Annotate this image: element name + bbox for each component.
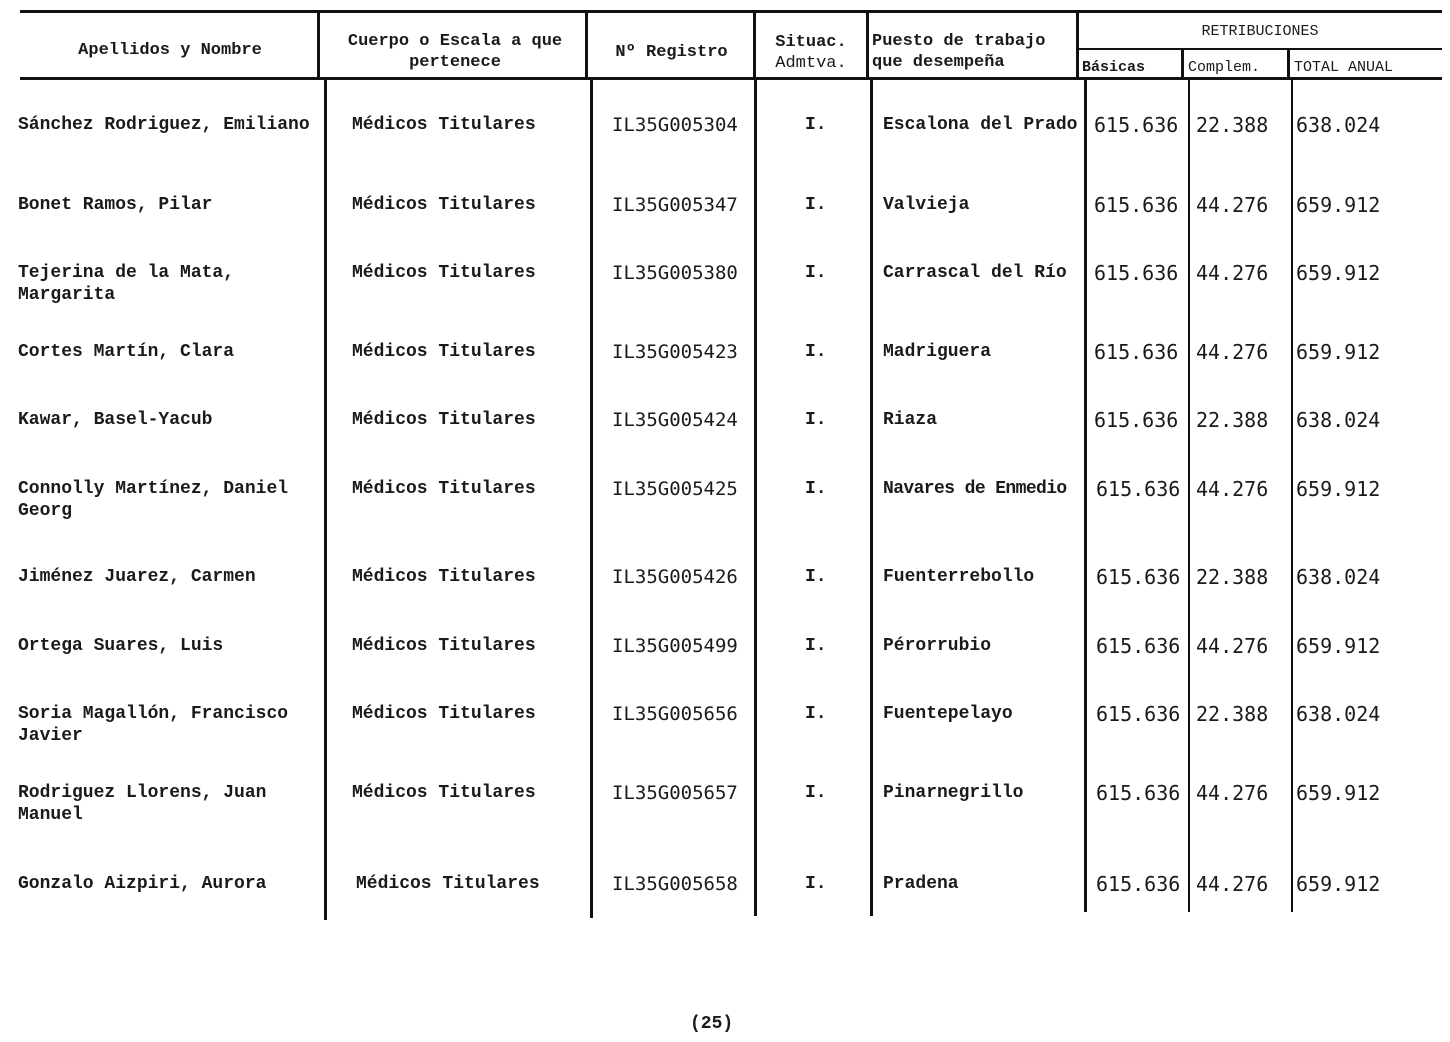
- row-7-situac: I.: [805, 636, 827, 656]
- header-cuerpo: Cuerpo o Escala a que pertenece: [347, 32, 563, 72]
- row-5-basicas: 615.636: [1096, 477, 1181, 501]
- row-6-nombre: Jiménez Juarez, Carmen: [18, 567, 256, 587]
- row-9-basicas: 615.636: [1096, 781, 1181, 805]
- col-divider-7: [1287, 50, 1290, 78]
- row-10-nombre: Gonzalo Aizpiri, Aurora: [18, 874, 267, 894]
- row-4-basicas: 615.636: [1094, 408, 1179, 432]
- row-8-total: 638.024: [1296, 702, 1381, 726]
- body-divider-7: [1291, 80, 1293, 912]
- body-divider-1: [324, 80, 327, 920]
- row-6-basicas: 615.636: [1096, 565, 1181, 589]
- row-4-nombre: Kawar, Basel-Yacub: [18, 410, 213, 430]
- row-3-situac: I.: [805, 342, 827, 362]
- row-2-cuerpo: Médicos Titulares: [352, 263, 536, 283]
- header-retribuciones: RETRIBUCIONES: [1201, 23, 1319, 40]
- header-complem: Complem.: [1188, 59, 1261, 76]
- row-4-complem: 22.388: [1196, 408, 1269, 432]
- row-2-basicas: 615.636: [1094, 261, 1179, 285]
- header-total: TOTAL ANUAL: [1294, 59, 1394, 76]
- row-3-puesto: Madriguera: [883, 342, 992, 362]
- row-0-total: 638.024: [1296, 113, 1381, 137]
- row-2-puesto: Carrascal del Río: [883, 263, 1067, 283]
- body-divider-6: [1188, 80, 1190, 912]
- header-puesto: Puesto de trabajo que desempeña: [872, 32, 1046, 72]
- row-5-puesto: Navares de Enmedio: [883, 479, 1067, 499]
- row-7-cuerpo: Médicos Titulares: [352, 636, 536, 656]
- col-divider-5: [1076, 12, 1079, 78]
- col-divider-4: [866, 12, 869, 78]
- row-3-cuerpo: Médicos Titulares: [352, 342, 536, 362]
- row-10-puesto: Pradena: [883, 874, 959, 894]
- row-6-situac: I.: [805, 567, 827, 587]
- row-6-cuerpo: Médicos Titulares: [352, 567, 536, 587]
- row-5-total: 659.912: [1296, 477, 1381, 501]
- row-7-nombre: Ortega Suares, Luis: [18, 636, 224, 656]
- header-nombre: Apellidos y Nombre: [78, 41, 262, 60]
- row-8-puesto: Fuentepelayo: [883, 704, 1013, 724]
- row-3-total: 659.912: [1296, 340, 1381, 364]
- row-0-complem: 22.388: [1196, 113, 1269, 137]
- row-1-total: 659.912: [1296, 193, 1381, 217]
- row-5-nombre: Connolly Martínez, Daniel Georg: [18, 479, 289, 521]
- row-0-cuerpo: Médicos Titulares: [352, 115, 536, 135]
- row-3-nombre: Cortes Martín, Clara: [18, 342, 235, 362]
- body-divider-4: [870, 80, 873, 916]
- row-0-puesto: Escalona del Prado: [883, 115, 1078, 135]
- row-3-registro: IL35G005423: [612, 341, 738, 363]
- body-divider-5: [1084, 80, 1087, 912]
- row-9-registro: IL35G005657: [612, 782, 738, 804]
- row-0-registro: IL35G005304: [612, 114, 738, 136]
- page-number: (25): [690, 1014, 734, 1034]
- header-basicas: Básicas: [1082, 59, 1146, 76]
- row-0-nombre: Sánchez Rodriguez, Emiliano: [18, 115, 310, 135]
- row-0-basicas: 615.636: [1094, 113, 1179, 137]
- row-9-situac: I.: [805, 783, 827, 803]
- row-7-complem: 44.276: [1196, 634, 1269, 658]
- body-divider-2: [590, 80, 593, 918]
- row-3-complem: 44.276: [1196, 340, 1269, 364]
- row-9-puesto: Pinarnegrillo: [883, 783, 1024, 803]
- body-divider-3: [754, 80, 757, 916]
- col-divider-6: [1181, 50, 1184, 78]
- row-2-nombre: Tejerina de la Mata, Margarita: [18, 263, 235, 305]
- row-6-registro: IL35G005426: [612, 566, 738, 588]
- row-5-registro: IL35G005425: [612, 478, 738, 500]
- row-8-registro: IL35G005656: [612, 703, 738, 725]
- row-6-complem: 22.388: [1196, 565, 1269, 589]
- retribuciones-rule: [1078, 48, 1442, 50]
- row-10-basicas: 615.636: [1096, 872, 1181, 896]
- row-1-situac: I.: [805, 195, 827, 215]
- row-1-complem: 44.276: [1196, 193, 1269, 217]
- row-4-registro: IL35G005424: [612, 409, 738, 431]
- row-3-basicas: 615.636: [1094, 340, 1179, 364]
- row-6-puesto: Fuenterrebollo: [883, 567, 1035, 587]
- row-7-basicas: 615.636: [1096, 634, 1181, 658]
- row-7-total: 659.912: [1296, 634, 1381, 658]
- row-4-total: 638.024: [1296, 408, 1381, 432]
- row-1-registro: IL35G005347: [612, 194, 738, 216]
- row-9-cuerpo: Médicos Titulares: [352, 783, 536, 803]
- row-8-cuerpo: Médicos Titulares: [352, 704, 536, 724]
- row-9-total: 659.912: [1296, 781, 1381, 805]
- row-2-complem: 44.276: [1196, 261, 1269, 285]
- row-8-basicas: 615.636: [1096, 702, 1181, 726]
- row-8-nombre: Soria Magallón, Francisco Javier: [18, 704, 289, 746]
- row-0-situac: I.: [805, 115, 827, 135]
- row-8-complem: 22.388: [1196, 702, 1269, 726]
- row-5-complem: 44.276: [1196, 477, 1269, 501]
- row-10-registro: IL35G005658: [612, 873, 738, 895]
- row-7-registro: IL35G005499: [612, 635, 738, 657]
- top-rule: [20, 10, 1442, 13]
- row-2-total: 659.912: [1296, 261, 1381, 285]
- header-bottom-rule: [20, 77, 1442, 80]
- row-9-complem: 44.276: [1196, 781, 1269, 805]
- row-1-puesto: Valvieja: [883, 195, 970, 215]
- row-4-situac: I.: [805, 410, 827, 430]
- row-9-nombre: Rodriguez Llorens, Juan Manuel: [18, 783, 267, 825]
- row-7-puesto: Pérorrubio: [883, 636, 992, 656]
- row-10-situac: I.: [805, 874, 827, 894]
- row-1-cuerpo: Médicos Titulares: [352, 195, 536, 215]
- row-10-cuerpo: Médicos Titulares: [356, 874, 540, 894]
- row-1-basicas: 615.636: [1094, 193, 1179, 217]
- row-10-complem: 44.276: [1196, 872, 1269, 896]
- row-2-registro: IL35G005380: [612, 262, 738, 284]
- row-4-cuerpo: Médicos Titulares: [352, 410, 536, 430]
- row-8-situac: I.: [805, 704, 827, 724]
- header-situac-2: Admtva.: [775, 54, 847, 73]
- row-1-nombre: Bonet Ramos, Pilar: [18, 195, 213, 215]
- header-situac-1: Situac.: [775, 33, 847, 52]
- header-registro: Nº Registro: [615, 43, 728, 62]
- row-2-situac: I.: [805, 263, 827, 283]
- row-5-cuerpo: Médicos Titulares: [352, 479, 536, 499]
- row-10-total: 659.912: [1296, 872, 1381, 896]
- row-6-total: 638.024: [1296, 565, 1381, 589]
- row-4-puesto: Riaza: [883, 410, 938, 430]
- row-5-situac: I.: [805, 479, 827, 499]
